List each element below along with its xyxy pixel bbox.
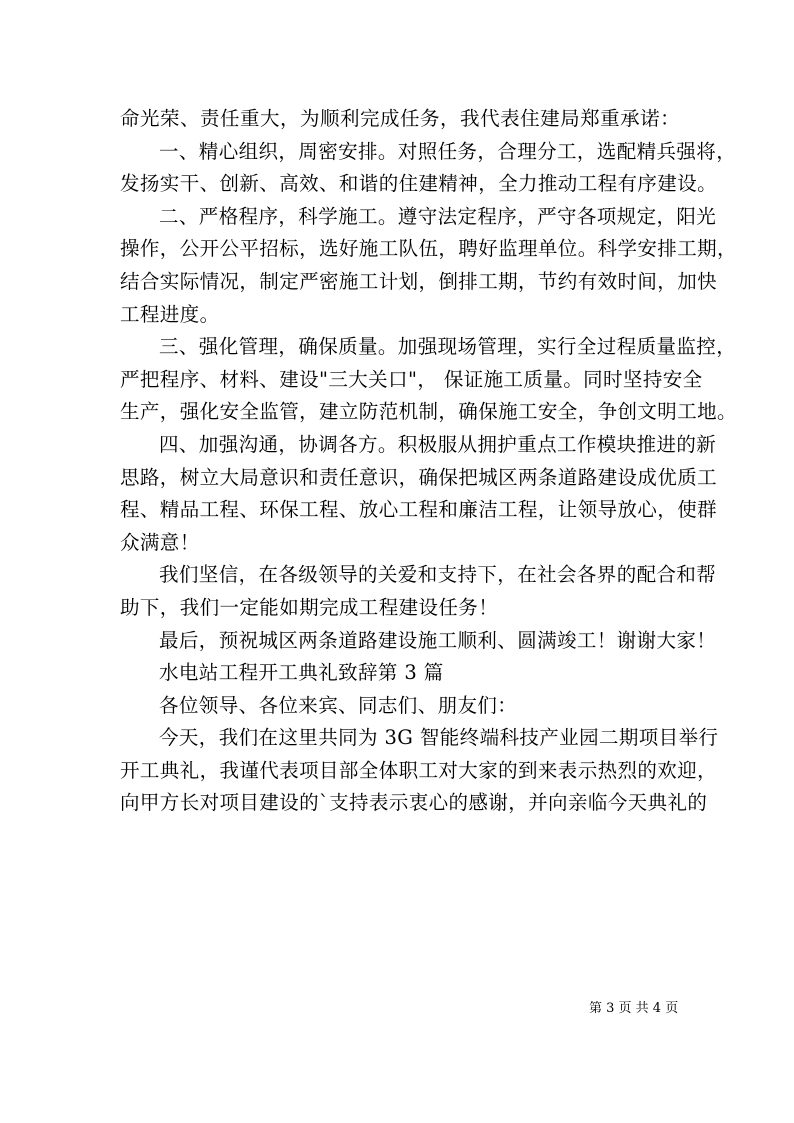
text-line: 一、精心组织，周密安排。对照任务，合理分工，选配精兵强将， — [159, 139, 737, 163]
page-footer: 第 3 页 共 4 页 — [589, 1001, 679, 1016]
section-heading: 水电站工程开工典礼致辞第 3 篇 — [159, 661, 444, 685]
text-line: 开工典礼，我谨代表项目部全体职工对大家的到来表示热烈的欢迎， — [120, 758, 718, 782]
text-line: 向甲方长对项目建设的`支持表示衷心的感谢，并向亲临今天典礼的 — [120, 791, 708, 815]
text-line: 工程进度。 — [120, 302, 220, 326]
text-line: 严把程序、材料、建设"三大关口"， 保证施工质量。同时坚持安全 — [120, 367, 703, 391]
text-line: 思路，树立大局意识和责任意识，确保把城区两条道路建设成优质工 — [120, 465, 718, 489]
document-body — [120, 103, 737, 820]
text-line: 命光荣、责任重大，为顺利完成任务，我代表住建局郑重承诺： — [120, 107, 680, 130]
text-line: 结合实际情况，制定严密施工计划，倒排工期，节约有效时间，加快 — [120, 269, 718, 293]
text-line: 最后，预祝城区两条道路建设施工顺利、圆满竣工！谢谢大家！ — [159, 628, 717, 652]
text-line: 今天，我们在这里共同为 3G 智能终端科技产业园二期项目举行 — [159, 726, 719, 750]
text-line: 众满意！ — [120, 530, 200, 554]
text-line: 程、精品工程、环保工程、放心工程和廉洁工程，让领导放心，使群 — [120, 498, 718, 522]
text-line: 三、强化管理，确保质量。加强现场管理，实行全过程质量监控， — [159, 335, 737, 359]
text-line: 发扬实干、创新、高效、和谐的住建精神，全力推动工程有序建设。 — [120, 172, 718, 196]
text-line: 二、严格程序，科学施工。遵守法定程序，严守各项规定，阳光 — [159, 204, 717, 228]
text-line: 生产，强化安全监管，建立防范机制，确保施工安全，争创文明工地。 — [120, 400, 737, 424]
text-line: 我们坚信，在各级领导的关爱和支持下，在社会各界的配合和帮 — [159, 563, 717, 587]
text-line: 四、加强沟通，协调各方。积极服从拥护重点工作模块推进的新 — [159, 432, 717, 456]
text-line: 各位领导、各位来宾、同志们、朋友们： — [159, 693, 518, 717]
text-line: 操作，公开公平招标，选好施工队伍，聘好监理单位。科学安排工期， — [120, 237, 737, 261]
text-line: 助下，我们一定能如期完成工程建设任务！ — [120, 595, 499, 619]
